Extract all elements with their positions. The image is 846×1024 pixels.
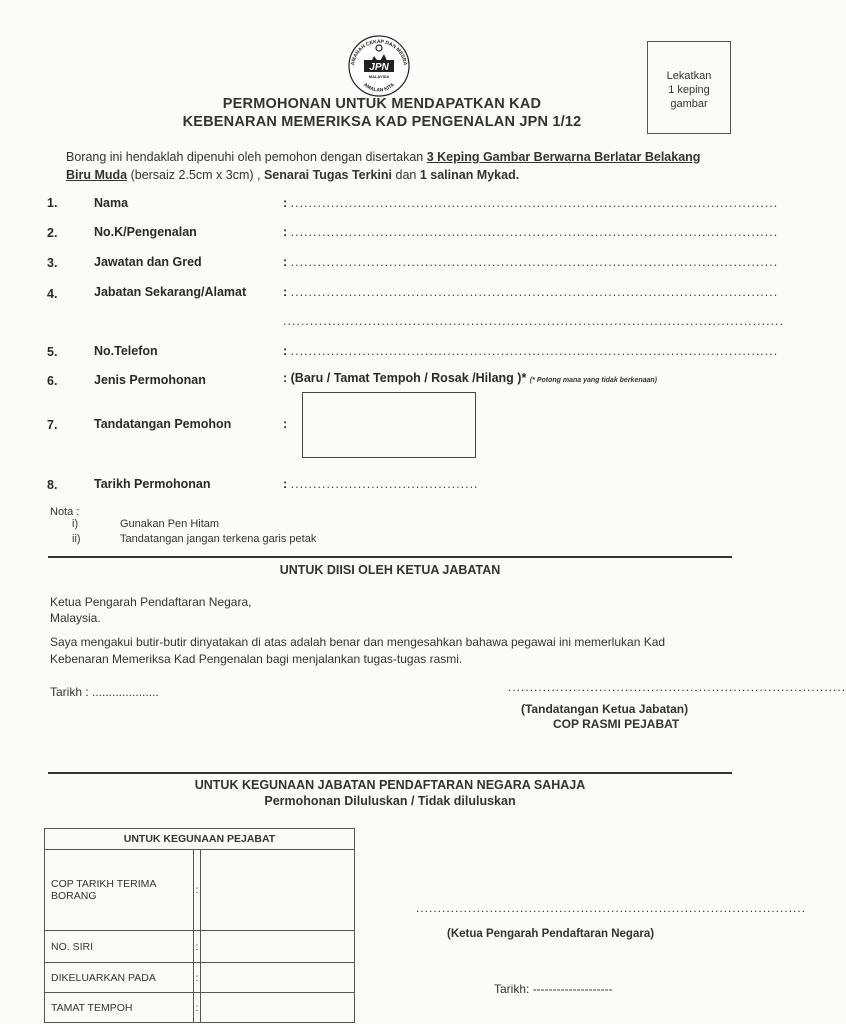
table-colon: : (194, 993, 201, 1023)
field-input-jabatan[interactable]: : ............................................................................................................. (283, 285, 779, 299)
section-divider (48, 556, 732, 558)
field-colon: : (283, 417, 288, 431)
statement-line1: Saya mengakui butir-butir dinyatakan di atas adalah benar dan mengesahkan bahawa pegawai ini memerlukan Kad (50, 635, 666, 649)
jpn-section-title: UNTUK KEGUNAAN JABATAN PENDAFTARAN NEGARA SAHAJA (194, 778, 586, 792)
ketua-section-title: UNTUK DIISI OLEH KETUA JABATAN (279, 563, 501, 577)
field-jenis-options[interactable]: : (Baru / Tamat Tempoh / Rosak /Hilang )* (* Potong mana yang tidak berkenaan) (283, 371, 658, 385)
field-number: 5. (47, 345, 58, 359)
table-colon: : (194, 850, 201, 931)
field-number: 6. (47, 374, 58, 388)
jenis-note: (* Potong mana yang tidak berkenaan) (529, 377, 658, 384)
field-label-tandatangan: Tandatangan Pemohon (94, 417, 232, 431)
jpn-sign-label: (Ketua Pengarah Pendaftaran Negara) (447, 928, 655, 940)
nota-item-text: Tandatangan jangan terkena garis petak (120, 533, 317, 545)
photo-box-line3: gambar (670, 98, 708, 110)
table-colon: : (194, 931, 201, 963)
statement-line2: Kebenaran Memeriksa Kad Pengenalan bagi menjalankan tugas-tugas rasmi. (50, 652, 463, 666)
intro-text-5: dan (392, 168, 420, 182)
nota-item-text: Gunakan Pen Hitam (120, 518, 220, 530)
table-row (45, 963, 355, 993)
logo-top-text: AMANAH CEKAP DAN MESRA (350, 38, 408, 66)
field-input-tarikh[interactable]: : .......................................... (283, 477, 479, 491)
jpn-section-subtitle: Permohonan Diluluskan / Tidak diluluskan (264, 794, 516, 808)
ketua-tarikh-field[interactable]: Tarikh : .................... (50, 685, 159, 699)
logo-abbr: JPN (369, 62, 389, 73)
field-label-tarikh: Tarikh Permohonan (94, 477, 211, 491)
logo-country: MALAYSIA (368, 74, 390, 79)
table-row (45, 850, 355, 931)
field-label-ic: No.K/Pengenalan (94, 225, 197, 239)
cop-rasmi-label: COP RASMI PEJABAT (553, 717, 680, 731)
field-input-ic[interactable]: : ............................................................................................................. (283, 225, 779, 239)
signature-box[interactable] (302, 392, 476, 458)
field-number: 7. (47, 418, 58, 432)
section-divider (48, 772, 732, 774)
office-table-header: UNTUK KEGUNAAN PEJABAT (45, 829, 355, 850)
jpn-tarikh-field[interactable]: Tarikh: -------------------- (494, 982, 613, 996)
intro-text-photos: 3 Keping Gambar Berwarna Berlatar Belakang Biru Muda (66, 150, 701, 182)
table-row-label: COP TARIKH TERIMA BORANG (45, 850, 194, 931)
logo-bottom-text: AMALAN KITA (362, 81, 396, 94)
table-row-value[interactable] (201, 931, 355, 963)
form-title-line1: PERMOHONAN UNTUK MENDAPATKAN KAD (222, 96, 542, 112)
office-use-table (44, 828, 355, 1023)
form-title-line2: KEBENARAN MEMERIKSA KAD PENGENALAN JPN 1/12 (182, 114, 582, 130)
table-row-label: TAMAT TEMPOH (45, 993, 194, 1023)
addressee-line1: Ketua Pengarah Pendaftaran Negara, (50, 595, 252, 609)
intro-text-tasks: Senarai Tugas Terkini (263, 168, 393, 182)
field-number: 1. (47, 196, 58, 210)
table-row-label: DIKELUARKAN PADA (45, 963, 194, 993)
table-row-label: NO. SIRI (45, 931, 194, 963)
ketua-sign-label: (Tandatangan Ketua Jabatan) (521, 702, 689, 716)
field-label-telefon: No.Telefon (94, 344, 158, 358)
table-row-value[interactable] (201, 963, 355, 993)
jpn-signature-line[interactable]: .......................................................................................... (416, 901, 807, 915)
ketua-signature-line[interactable]: .............................................................................. (508, 680, 846, 694)
field-input-telefon[interactable]: : ............................................................................................................. (283, 344, 779, 358)
field-label-jabatan: Jabatan Sekarang/Alamat (94, 285, 247, 299)
intro-paragraph (66, 148, 716, 184)
jpn-logo (344, 30, 414, 100)
table-row (45, 931, 355, 963)
field-number: 3. (47, 256, 58, 270)
nota-heading: Nota : (50, 506, 80, 518)
addressee-line2: Malaysia. (50, 611, 101, 625)
table-row-value[interactable] (201, 850, 355, 931)
field-label-jawatan: Jawatan dan Gred (94, 255, 202, 269)
nota-item-num: i) (72, 518, 79, 530)
table-colon: : (194, 963, 201, 993)
field-label-nama: Nama (94, 196, 129, 210)
field-input-jawatan[interactable]: : ............................................................................................................. (283, 255, 779, 269)
field-number: 8. (47, 478, 58, 492)
intro-text-3: (bersaiz 2.5cm x 3cm) , (127, 168, 264, 182)
nota-item-num: ii) (72, 533, 81, 545)
intro-text-1: Borang ini hendaklah dipenuhi oleh pemohon dengan disertakan (66, 150, 427, 164)
photo-box-line1: Lekatkan (666, 70, 712, 82)
field-input-nama[interactable]: : ............................................................................................................. (283, 196, 779, 210)
field-number: 2. (47, 226, 58, 240)
field-number: 4. (47, 287, 58, 301)
field-label-jenis: Jenis Permohonan (94, 373, 206, 387)
field-input-alamat-line2[interactable]: ................................................................................................................ (283, 314, 784, 328)
intro-text-mykad: 1 salinan Mykad. (419, 168, 520, 182)
photo-box-line2: 1 keping (668, 84, 710, 96)
table-row (45, 993, 355, 1023)
table-row-value[interactable] (201, 993, 355, 1023)
